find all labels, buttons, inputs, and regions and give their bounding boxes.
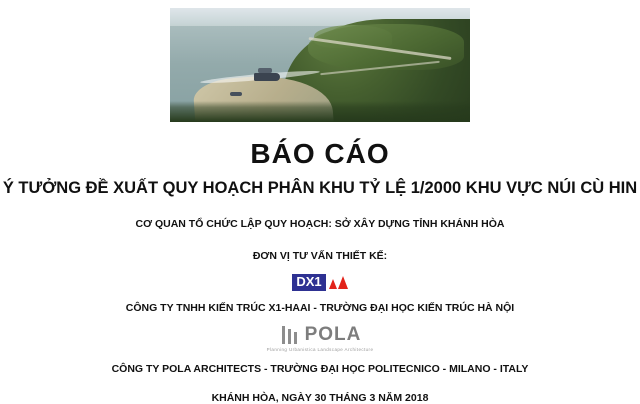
x1-haai-triangles-icon — [329, 276, 348, 289]
cover-photo — [170, 8, 470, 122]
x1-haai-wordmark: DX1 — [292, 274, 325, 291]
document-title: BÁO CÁO — [250, 138, 390, 169]
x1-haai-logo — [292, 274, 347, 291]
pola-logo-row — [279, 324, 362, 346]
photo-foreground-vegetation — [170, 101, 470, 122]
organizing-agency: CƠ QUAN TỔ CHỨC LẬP QUY HOẠCH: SỞ XÂY DỰNG TỈNH KHÁNH HÒA — [135, 218, 505, 230]
pola-wordmark: POLA — [304, 324, 362, 345]
company-name-2: CÔNG TY POLA ARCHITECTS - TRƯỜNG ĐẠI HỌC POLITECNICO - MILANO - ITALY — [111, 363, 529, 375]
pola-architects-logo — [267, 324, 374, 352]
place-and-date: KHÁNH HÒA, NGÀY 30 THÁNG 3 NĂM 2018 — [211, 392, 429, 404]
photo-boat — [254, 73, 280, 81]
company-name-1: CÔNG TY TNHH KIẾN TRÚC X1-HAAI - TRƯỜNG ĐẠI HỌC KIẾN TRÚC HÀ NỘI — [125, 302, 515, 314]
photo-ridge — [308, 24, 464, 70]
document-subtitle: Ý TƯỞNG ĐỀ XUẤT QUY HOẠCH PHÂN KHU TỶ LỆ 1/2000 KHU VỰC NÚI CÙ HIN — [2, 179, 638, 197]
pola-bars-icon — [279, 324, 301, 346]
pola-tagline: Planning Urbanistica Landscape Architecture — [266, 347, 374, 352]
photo-boat-small — [230, 92, 242, 96]
consultant-label: ĐƠN VỊ TƯ VẤN THIẾT KẾ: — [252, 250, 388, 262]
